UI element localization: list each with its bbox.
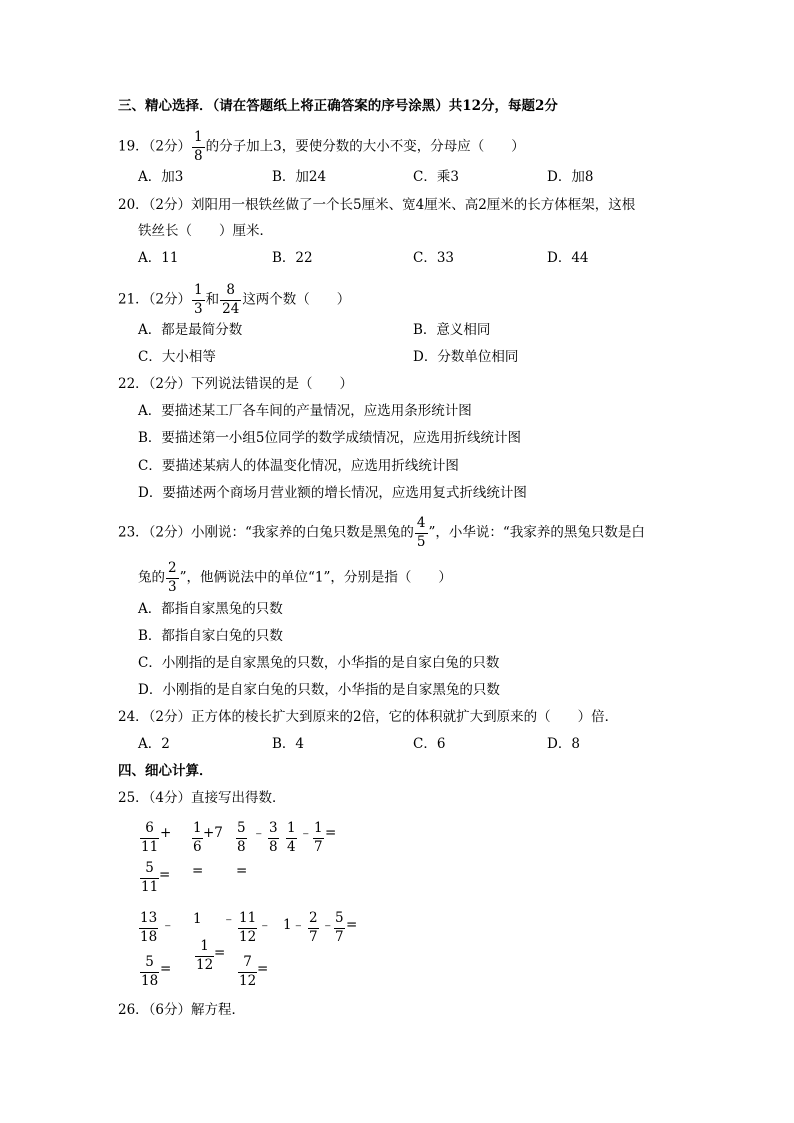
option-c[interactable]: C．6 (413, 736, 446, 752)
option-a[interactable]: A．都是最简分数 (138, 322, 243, 338)
question-23-text-b: ”，小华说：“我家养的黑兔只数是白 (428, 524, 645, 541)
question-21-number: 21．（2分） (118, 291, 192, 308)
option-c[interactable]: C．乘3 (413, 169, 459, 185)
one: 1 (193, 911, 202, 927)
equals-sign: = (159, 867, 171, 883)
question-19-text: 的分子加上3，要使分数的大小不变，分母应（ ） (205, 138, 525, 155)
fraction: $\frac{2}{3}$ (168, 560, 177, 595)
fraction: 3 8 (269, 820, 278, 855)
question-23-text-d: ”，他俩说法中的单位“1”，分别是指（ ） (179, 569, 452, 586)
question-23-text-c: 兔的 (138, 569, 165, 586)
question-23-line-2 (138, 562, 452, 594)
fraction: 5 8 (237, 820, 246, 855)
option-b[interactable]: B．要描述第一小组5位同学的数学成绩情况，应选用折线统计图 (138, 430, 522, 446)
option-b[interactable]: B．意义相同 (413, 322, 491, 338)
option-b[interactable]: B．加24 (272, 169, 327, 185)
question-26-stem: 26．（6分）解方程． (118, 1002, 246, 1018)
fraction: $\frac{1}{3}$ (194, 282, 203, 317)
plus-seven: +7 (203, 825, 223, 841)
question-20-line-1: 20．（2分）刘阳用一根铁丝做了一个长5厘米、宽4厘米、高2厘米的长方体框架，这根 (118, 197, 636, 213)
fraction: 5 11 (141, 860, 159, 895)
equals-sign: = (257, 961, 269, 977)
question-24-stem: 24．（2分）正方体的棱长扩大到原来的2倍，它的体积就扩大到原来的（ ）倍． (118, 709, 619, 725)
fraction: 5 18 (141, 954, 159, 989)
one-minus: 1﹣ (283, 917, 306, 933)
option-c[interactable]: C．要描述某病人的体温变化情况，应选用折线统计图 (138, 458, 459, 474)
minus-sign: ﹣ (222, 911, 236, 927)
question-23-text-a: 23．（2分）小刚说：“我家养的白兔只数是黑兔的 (118, 524, 414, 541)
question-19-number: 19．（2分） (118, 138, 192, 155)
question-25-stem: 25．（4分）直接写出得数． (118, 790, 286, 806)
option-a[interactable]: A．11 (138, 250, 179, 266)
option-a[interactable]: A．都指自家黑兔的只数 (138, 601, 283, 617)
fraction: 2 7 (309, 910, 318, 945)
fraction: $\frac{1}{8}$ (194, 129, 203, 164)
section-4-title: 四、细心计算． (118, 763, 213, 779)
option-c[interactable]: C．大小相等 (138, 349, 216, 365)
option-c[interactable]: C．小刚指的是自家黑兔的只数，小华指的是自家白兔的只数 (138, 655, 500, 671)
option-a[interactable]: A．要描述某工厂各车间的产量情况，应选用条形统计图 (138, 403, 472, 419)
question-20-line-2: 铁丝长（ ）厘米． (138, 223, 273, 239)
option-c[interactable]: C．33 (413, 250, 455, 266)
option-a[interactable]: A．2 (138, 736, 170, 752)
option-b[interactable]: B．都指自家白兔的只数 (138, 628, 283, 644)
plus-sign: + (160, 825, 172, 841)
equals-sign: = (160, 961, 172, 977)
fraction: 11 12 (239, 910, 257, 945)
option-d[interactable]: D．要描述两个商场月营业额的增长情况，应选用复式折线统计图 (138, 485, 527, 501)
fraction: $\frac{8}{24}$ (222, 282, 240, 317)
equals-sign: = (192, 863, 204, 879)
question-22-stem: 22．（2分）下列说法错误的是（ ） (118, 376, 354, 392)
option-d[interactable]: D．44 (547, 250, 589, 266)
fraction: 1 12 (196, 938, 214, 973)
and-text: 和 (205, 291, 220, 308)
minus-sign: ﹣ (321, 917, 335, 933)
option-b[interactable]: B．4 (272, 736, 305, 752)
minus-sign: ﹣ (258, 917, 272, 933)
question-23-line-1 (118, 517, 645, 549)
minus-sign: ﹣ (299, 825, 313, 841)
minus-sign: ﹣ (252, 825, 266, 841)
fraction: 1 6 (193, 820, 202, 855)
fraction: 5 7 (335, 910, 344, 945)
option-d[interactable]: D．加8 (547, 169, 594, 185)
option-d[interactable]: D．小刚指的是自家白兔的只数，小华指的是自家黑兔的只数 (138, 682, 500, 698)
section-3-title: 三、精心选择．（请在答题纸上将正确答案的序号涂黑）共12分，每题2分 (118, 98, 558, 114)
equals-sign: = (236, 863, 248, 879)
question-21-text: 这两个数（ ） (242, 291, 351, 308)
fraction: 1 7 (314, 820, 323, 855)
fraction: $\frac{4}{5}$ (416, 515, 426, 550)
option-a[interactable]: A．加3 (138, 169, 184, 185)
fraction: 13 18 (140, 910, 158, 945)
minus-sign: ﹣ (161, 917, 175, 933)
question-19 (118, 131, 525, 163)
fraction: 1 4 (287, 820, 296, 855)
fraction: 6 11 (141, 820, 159, 855)
equals-sign: = (325, 825, 337, 841)
equals-sign: = (214, 945, 226, 961)
question-21 (118, 284, 350, 316)
equals-sign: = (346, 917, 358, 933)
option-d[interactable]: D．8 (547, 736, 580, 752)
fraction: 7 12 (239, 954, 257, 989)
option-b[interactable]: B．22 (272, 250, 313, 266)
option-d[interactable]: D．分数单位相同 (413, 349, 519, 365)
